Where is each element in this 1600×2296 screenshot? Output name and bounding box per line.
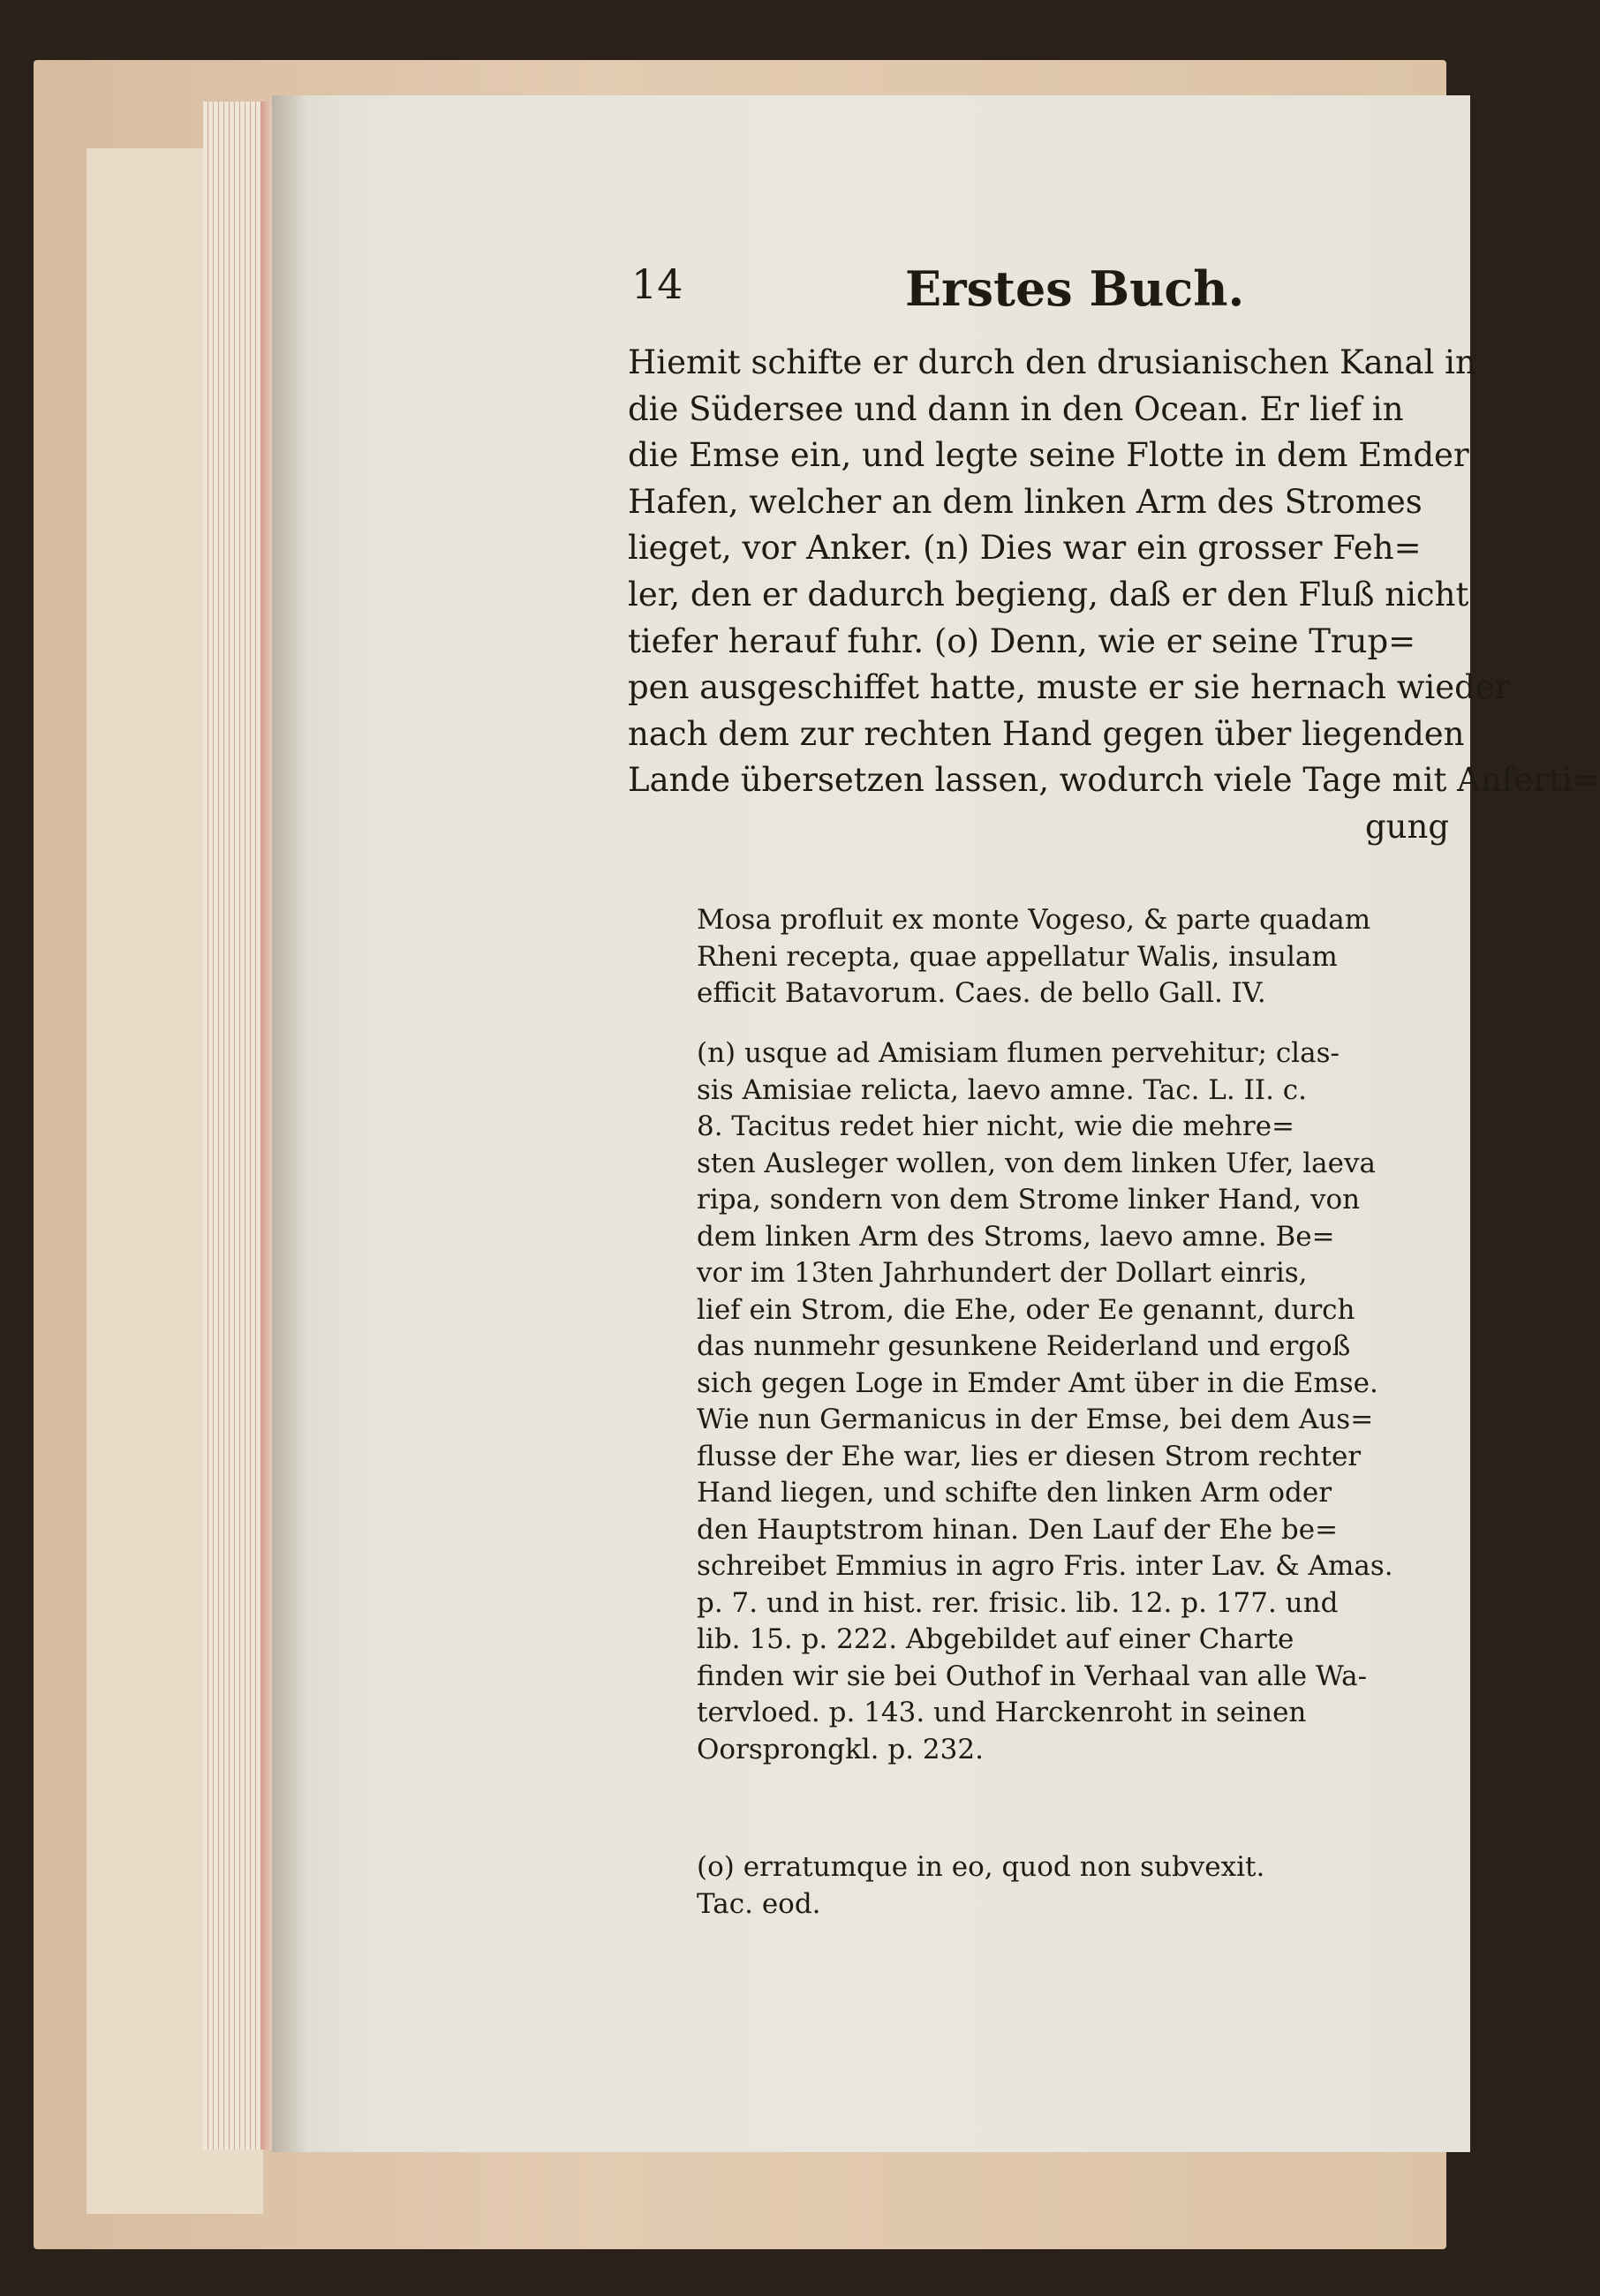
footnote-line: flusse der Ehe war, lies er diesen Strom rechter	[697, 1440, 1362, 1472]
page-header	[358, 260, 1453, 340]
footnote-line: (o) erratumque in eo, quod non subvexit.	[697, 1851, 1265, 1883]
body-line: lieget, vor Anker. (n) Dies war ein grosser Feh=	[628, 529, 1422, 568]
gutter-shadow	[272, 95, 307, 2152]
footnote-n	[697, 1035, 1447, 1768]
footnote-line: ripa, sondern von dem Strome linker Hand, von	[697, 1184, 1361, 1216]
footnote-o	[697, 1849, 1447, 1923]
body-line: Lande übersetzen lassen, wodurch viele Tage mit Anferti=	[628, 761, 1600, 800]
footnote-line: vor im 13ten Jahrhundert der Dollart einris,	[697, 1257, 1308, 1289]
footnote-line: finden wir sie bei Outhof in Verhaal van alle Wa-	[697, 1660, 1368, 1692]
body-line: ler, den er dadurch begieng, daß er den Fluß nicht	[628, 575, 1469, 614]
page-number: 14	[631, 260, 683, 308]
footnote-line: efficit Batavorum. Caes. de bello Gall. IV.	[697, 977, 1266, 1009]
footnote-line: Tac. eod.	[697, 1887, 821, 1920]
footnote-line: sten Ausleger wollen, von dem linken Ufer, laeva	[697, 1147, 1376, 1179]
page-content	[358, 150, 1600, 1920]
footnote-line: dem linken Arm des Stroms, laevo amne. Be=	[697, 1220, 1335, 1253]
running-title: Erstes Buch.	[905, 260, 1245, 317]
footnote-line: sich gegen Loge in Emder Amt über in die Emse.	[697, 1366, 1378, 1399]
footnote-line: Oorsprongkl. p. 232.	[697, 1733, 984, 1765]
footnote-line: den Hauptstrom hinan. Den Lauf der Ehe be=	[697, 1513, 1339, 1546]
catchword: gung	[1364, 807, 1449, 846]
body-line: die Südersee und dann in den Ocean. Er lief in	[628, 389, 1404, 428]
footnote-line: 8. Tacitus redet hier nicht, wie die mehre=	[697, 1110, 1295, 1142]
footnote-line: lib. 15. p. 222. Abgebildet auf einer Charte	[697, 1623, 1294, 1655]
body-line: pen ausgeschiffet hatte, muste er sie hernach wieder	[628, 668, 1511, 707]
footnote-continuation	[697, 902, 1447, 1012]
footnote-line: Hand liegen, und schifte den linken Arm oder	[697, 1477, 1332, 1509]
footnote-line: Mosa profluit ex monte Vogeso, & parte quadam	[697, 904, 1371, 936]
footnote-line: tervloed. p. 143. und Harckenroht in seinen	[697, 1697, 1307, 1728]
body-line: Hafen, welcher an dem linken Arm des Stromes	[628, 482, 1423, 521]
body-line: nach dem zur rechten Hand gegen über liegenden	[628, 714, 1465, 753]
body-line: Hiemit schifte er durch den drusianischen Kanal in	[628, 343, 1476, 381]
footnote-line: sis Amisiae relicta, laevo amne. Tac. L. II. c.	[697, 1073, 1307, 1106]
footnote-line: Wie nun Germanicus in der Emse, bei dem Aus=	[697, 1404, 1374, 1435]
footnote-line: das nunmehr gesunkene Reiderland und ergoß	[697, 1330, 1351, 1362]
body-line: tiefer herauf fuhr. (o) Denn, wie er seine Trup=	[628, 621, 1416, 660]
footnote-line: schreibet Emmius in agro Fris. inter Lav. & Amas.	[697, 1550, 1393, 1582]
body-line: die Emse ein, und legte seine Flotte in dem Emder	[628, 436, 1469, 475]
footnote-line: p. 7. und in hist. rer. frisic. lib. 12. p. 177. und	[697, 1586, 1339, 1619]
footnote-line: (n) usque ad Amisiam flumen pervehitur; clas-	[697, 1037, 1340, 1069]
footnote-line: lief ein Strom, die Ehe, oder Ee genannt, durch	[697, 1293, 1355, 1326]
footnote-line: Rheni recepta, quae appellatur Walis, insulam	[697, 940, 1338, 973]
body-text	[628, 340, 1600, 851]
